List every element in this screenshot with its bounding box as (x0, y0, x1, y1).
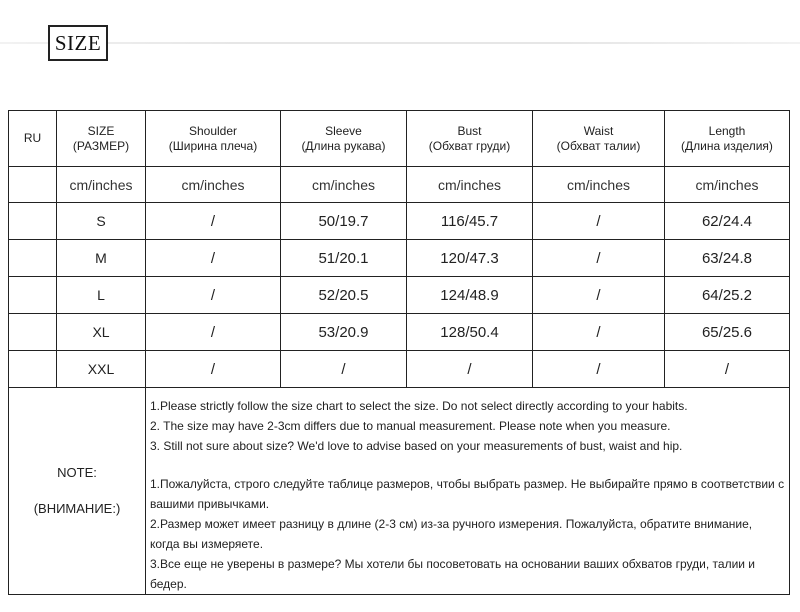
units-waist: cm/inches (533, 167, 665, 203)
size-cell: L (57, 277, 146, 314)
sleeve-cell: 50/19.7 (281, 203, 407, 240)
table-row (9, 277, 790, 314)
waist-cell: / (533, 240, 665, 277)
note-ru-line-2: 2.Размер может имеет разницу в длине (2-3 см) из-за ручного измерения. Пожалуйста, обратите внимание, когда вы измеряете. (150, 517, 753, 551)
shoulder-cell: / (146, 203, 281, 240)
length-cell: 62/24.4 (665, 203, 790, 240)
note-text-cell (146, 388, 790, 595)
header-ru: RU (9, 111, 57, 167)
bust-cell: 128/50.4 (407, 314, 533, 351)
size-cell: M (57, 240, 146, 277)
sleeve-cell: 53/20.9 (281, 314, 407, 351)
length-cell: / (665, 351, 790, 388)
ru-cell (9, 351, 57, 388)
size-cell: S (57, 203, 146, 240)
table-row (9, 314, 790, 351)
note-en-line-1: 1.Please strictly follow the size chart to select the size. Do not select directly according to your habits. (150, 399, 688, 413)
length-cell: 64/25.2 (665, 277, 790, 314)
ru-cell (9, 203, 57, 240)
shoulder-cell: / (146, 351, 281, 388)
shoulder-cell: / (146, 314, 281, 351)
note-row (9, 388, 790, 595)
waist-cell: / (533, 314, 665, 351)
sleeve-cell: 51/20.1 (281, 240, 407, 277)
size-chart-table (8, 110, 790, 595)
length-cell: 63/24.8 (665, 240, 790, 277)
note-ru-line-3: 3.Все еще не уверены в размере? Мы хотели бы посоветовать на основании ваших обхватов груди, талии и бедер. (150, 557, 756, 591)
header-length: Length (Длина изделия) (665, 111, 790, 167)
header-row (9, 111, 790, 167)
ru-cell (9, 240, 57, 277)
note-label-ru: (ВНИМАНИЕ:) (33, 501, 121, 516)
note-label-en: NOTE: (57, 465, 97, 480)
note-ru-line-1: 1.Пожалуйста, строго следуйте таблице размеров, чтобы выбрать размер. Не выбирайте прямо в соответствии с вашими привычками. (150, 477, 785, 511)
table-row (9, 203, 790, 240)
header-waist: Waist (Обхват талии) (533, 111, 665, 167)
ru-cell (9, 277, 57, 314)
header-size: SIZE (РАЗМЕР) (57, 111, 146, 167)
sleeve-cell: / (281, 351, 407, 388)
units-ru-cell (9, 167, 57, 203)
size-title-box (48, 25, 108, 61)
header-bust: Bust (Обхват груди) (407, 111, 533, 167)
length-cell: 65/25.6 (665, 314, 790, 351)
sleeve-cell: 52/20.5 (281, 277, 407, 314)
header-sleeve: Sleeve (Длина рукава) (281, 111, 407, 167)
waist-cell: / (533, 351, 665, 388)
note-label-cell (9, 388, 146, 595)
table-row (9, 240, 790, 277)
shoulder-cell: / (146, 277, 281, 314)
bust-cell: 120/47.3 (407, 240, 533, 277)
table-row (9, 351, 790, 388)
header-divider-line (0, 42, 800, 44)
ru-cell (9, 314, 57, 351)
bust-cell: 116/45.7 (407, 203, 533, 240)
bust-cell: / (407, 351, 533, 388)
size-cell: XXL (57, 351, 146, 388)
units-bust: cm/inches (407, 167, 533, 203)
size-cell: XL (57, 314, 146, 351)
header-shoulder: Shoulder (Ширина плеча) (146, 111, 281, 167)
note-en-line-3: 3. Still not sure about size? We'd love to advise based on your measurements of bust, waist and hip. (150, 439, 683, 453)
waist-cell: / (533, 277, 665, 314)
size-title: SIZE (54, 30, 102, 55)
units-size: cm/inches (57, 167, 146, 203)
shoulder-cell: / (146, 240, 281, 277)
units-shoulder: cm/inches (146, 167, 281, 203)
units-row (9, 167, 790, 203)
units-sleeve: cm/inches (281, 167, 407, 203)
note-en-line-2: 2. The size may have 2-3cm differs due to manual measurement. Please note when you measure. (150, 419, 671, 433)
bust-cell: 124/48.9 (407, 277, 533, 314)
units-length: cm/inches (665, 167, 790, 203)
waist-cell: / (533, 203, 665, 240)
